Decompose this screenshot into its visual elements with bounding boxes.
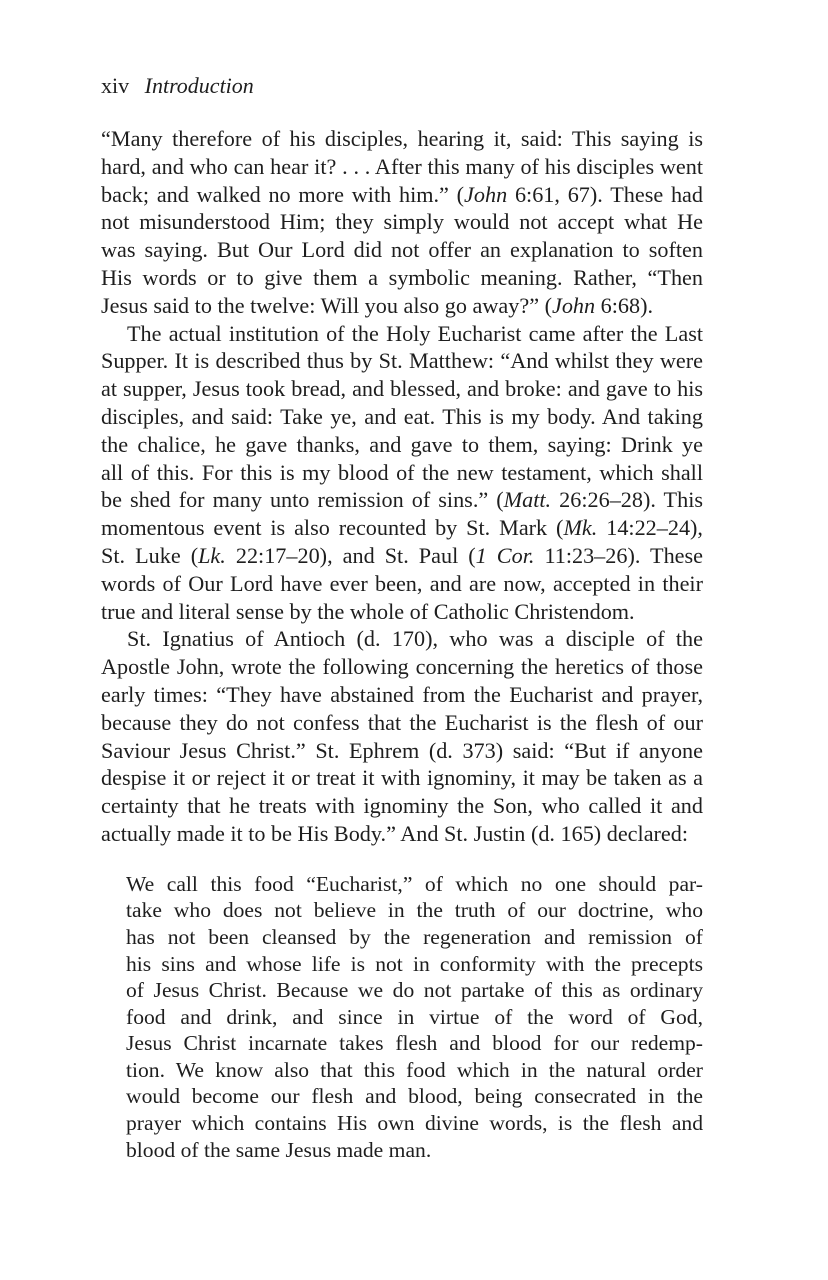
paragraph [101, 320, 703, 626]
text-line: St. Luke (Lk. 22:17–20), and St. Paul (1 Cor. 11:23–26). These [101, 542, 703, 568]
running-header [101, 72, 254, 100]
text-line: be shed for many unto remission of sins.” (Matt. 26:26–28). This [101, 487, 703, 513]
text-line: true and literal sense by the whole of Catholic Christendom. [101, 598, 635, 624]
text-line: certainty that he treats with ignominy the Son, who called it and [101, 793, 703, 819]
text-line: at supper, Jesus took bread, and blessed, and broke: and gave to his [101, 376, 703, 402]
text-line: momentous event is also recounted by St. Mark (Mk. 14:22–24), [101, 515, 703, 541]
paragraph [101, 625, 703, 847]
text-line: Apostle John, wrote the following concerning the heretics of those [101, 654, 703, 680]
page-body [101, 125, 703, 1163]
quote-line: his sins and whose life is not in conformity with the precepts [126, 951, 703, 976]
text-line: words of Our Lord have ever been, and are now, accepted in their [101, 570, 703, 596]
text-line: “Many therefore of his disciples, hearing it, said: This saying is [101, 126, 703, 151]
text-line: all of this. For this is my blood of the new testament, which shall [101, 459, 703, 485]
text-line: despise it or reject it or treat it with ignominy, it may be taken as a [101, 765, 703, 791]
text-line: His words or to give them a symbolic meaning. Rather, “Then [101, 264, 703, 290]
text-line: disciples, and said: Take ye, and eat. This is my body. And taking [101, 403, 703, 429]
quote-line: blood of the same Jesus made man. [126, 1137, 432, 1162]
text-line: actually made it to be His Body.” And St. Justin (d. 165) declared: [101, 820, 689, 846]
quote-line: take who does not believe in the truth of our doctrine, who [126, 898, 703, 923]
quote-line: food and drink, and since in virtue of the word of God, [126, 1004, 703, 1029]
quote-line: We call this food “Eucharist,” of which no one should par- [126, 871, 703, 896]
text-line: hard, and who can hear it? . . . After this many of his disciples went [101, 153, 703, 179]
text-line: St. Ignatius of Antioch (d. 170), who was a disciple of the [127, 626, 703, 652]
quote-line: would become our flesh and blood, being consecrated in the [126, 1084, 703, 1109]
text-line: Saviour Jesus Christ.” St. Ephrem (d. 373) said: “But if anyone [101, 737, 703, 763]
body-text [101, 125, 703, 848]
text-line: The actual institution of the Holy Eucharist came after the Last [127, 320, 703, 346]
block-quote [101, 871, 703, 1164]
text-line: because they do not confess that the Eucharist is the flesh of our [101, 709, 703, 735]
text-line: the chalice, he gave thanks, and gave to them, saying: Drink ye [101, 431, 703, 457]
text-line: was saying. But Our Lord did not offer an explanation to soften [101, 237, 703, 263]
quote-line: prayer which contains His own divine words, is the flesh and [126, 1111, 703, 1136]
text-line: back; and walked no more with him.” (John 6:61, 67). These had [101, 181, 703, 207]
paragraph [101, 125, 703, 320]
page-number: xiv [101, 73, 130, 98]
quote-line: Jesus Christ incarnate takes flesh and blood for our redemp- [126, 1031, 703, 1056]
running-title: Introduction [144, 73, 254, 98]
text-line: not misunderstood Him; they simply would not accept what He [101, 209, 703, 235]
quote-line: of Jesus Christ. Because we do not partake of this as ordinary [126, 978, 703, 1003]
text-line: early times: “They have abstained from the Eucharist and prayer, [101, 681, 703, 707]
text-line: Jesus said to the twelve: Will you also go away?” (John 6:68). [101, 292, 654, 318]
quote-line: has not been cleansed by the regeneration and remission of [126, 924, 703, 949]
quote-line: tion. We know also that this food which in the natural order [126, 1057, 703, 1082]
text-line: Supper. It is described thus by St. Matthew: “And whilst they were [101, 348, 703, 374]
